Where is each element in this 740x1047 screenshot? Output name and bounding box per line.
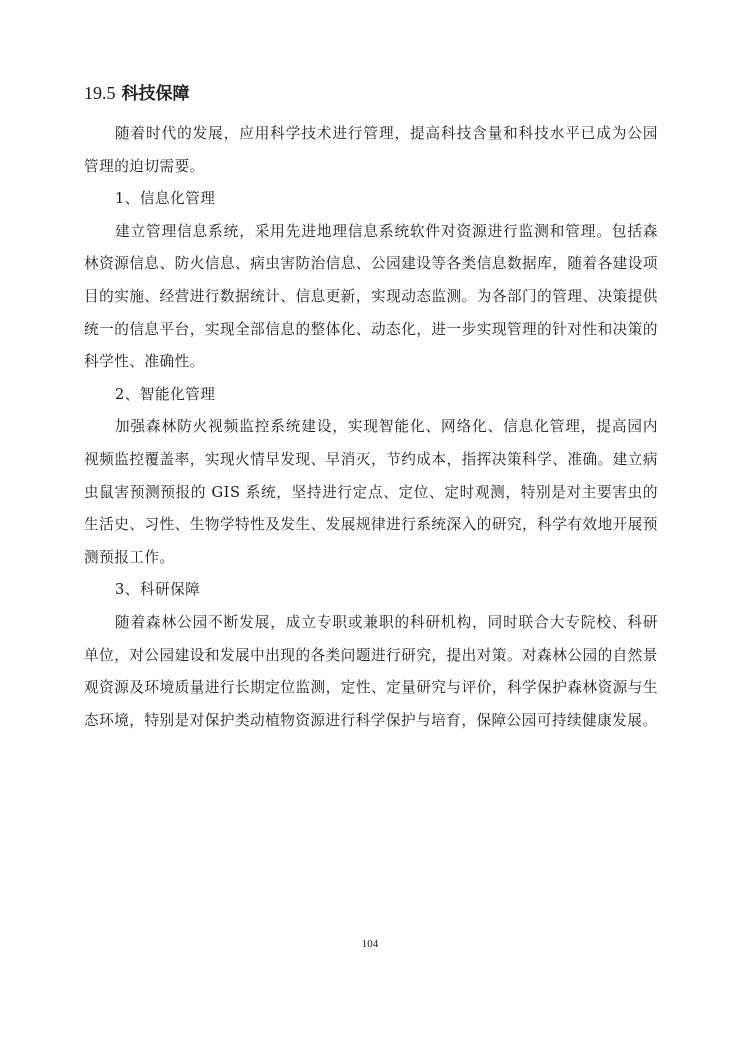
section-number: 19.5 (84, 83, 116, 103)
paragraph-research: 随着森林公园不断发展，成立专职或兼职的科研机构，同时联合大专院校、科研单位，对公园建设和发展中出现的各类问题进行研究，提出对策。对森林公园的自然景观资源及环境质量进行长期定位监测，定性、定量研究与评价，科学保护森林资源与生态环境，特别是对保护类动植物资源进行科学保护与培育，保障公园可持续健康发展。 (84, 613, 658, 729)
intro-paragraph: 随着时代的发展，应用科学技术进行管理，提高科技含量和科技水平已成为公园管理的迫切需要。 (84, 125, 658, 175)
section-heading (84, 80, 190, 107)
subheading-informatization: 1、信息化管理 (115, 190, 216, 208)
subheading-intelligent: 2、智能化管理 (115, 385, 216, 403)
paragraph-intelligent: 加强森林防火视频监控系统建设，实现智能化、网络化、信息化管理，提高园内视频监控覆盖率，实现火情早发现、早消灭，节约成本，指挥决策科学、准确。建立病虫鼠害预测预报的 GIS 系统，坚持进行定点、定位、定时观测，特别是对主要害虫的生活史、习性、生物学特性及发生、发展规律进行系统深入的研究，科学有效地开展预测预报工作。 (84, 418, 658, 566)
page-number: 104 (361, 938, 379, 950)
section-title: 科技保障 (121, 84, 190, 104)
subheading-research: 3、科研保障 (115, 581, 201, 599)
paragraph-informatization: 建立管理信息系统，采用先进地理信息系统软件对资源进行监测和管理。包括森林资源信息、防火信息、病虫害防治信息、公园建设等各类信息数据库，随着各建设项目的实施、经营进行数据统计、信息更新，实现动态监测。为各部门的管理、决策提供统一的信息平台，实现全部信息的整体化、动态化，进一步实现管理的针对性和决策的科学性、准确性。 (84, 222, 658, 371)
body-text (84, 118, 658, 737)
